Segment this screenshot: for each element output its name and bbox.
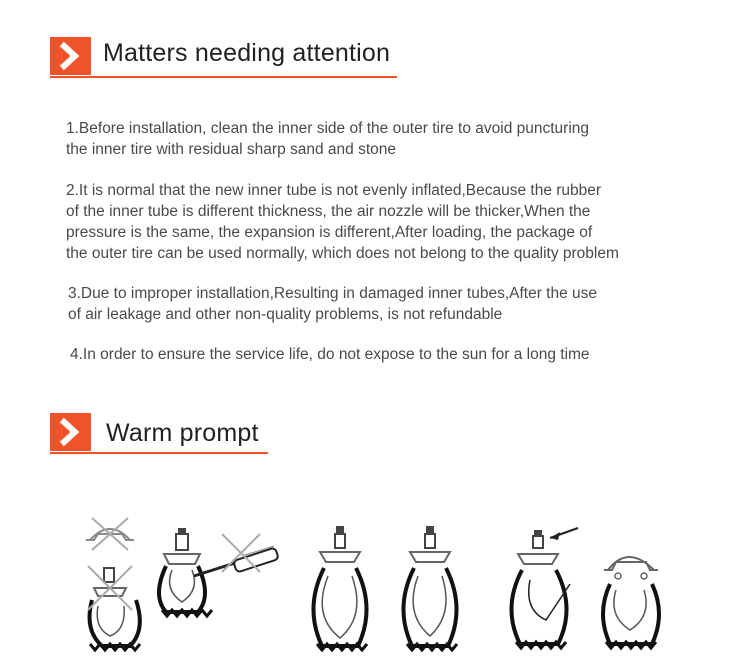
section-title: Matters needing attention xyxy=(103,39,391,67)
notice-item-4 xyxy=(70,344,590,365)
wrong-screwdriver-prying-illustration xyxy=(159,528,279,616)
notice-line: the inner tire with residual sharp sand and stone xyxy=(66,141,397,158)
chevron-right-icon xyxy=(50,413,91,451)
notice-line: 1.Before installation, clean the inner side of the outer tire to avoid puncturing xyxy=(66,120,590,137)
tire-installation-illustration xyxy=(70,510,680,660)
finished-tire-illustration xyxy=(603,557,659,648)
notice-line: the outer tire can be used normally, which does not belong to the quality problem xyxy=(66,245,619,262)
notice-line: 2.It is normal that the new inner tube is not evenly inflated,Because the rubber xyxy=(66,182,602,199)
push-valve-illustration xyxy=(511,528,578,648)
insert-valve-illustration xyxy=(313,526,367,650)
notice-line: 3.Due to improper installation,Resulting in damaged inner tubes,After the use xyxy=(68,285,598,302)
section-title: Warm prompt xyxy=(106,419,259,447)
chevron-right-icon xyxy=(50,37,91,75)
notice-item-3 xyxy=(68,283,597,325)
notice-line: of the inner tube is different thickness, the air nozzle will be thicker,When the xyxy=(66,203,591,220)
notice-line: of air leakage and other non-quality problems, is not refundable xyxy=(68,306,503,323)
notice-line: pressure is the same, the expansion is different,After loading, the package of xyxy=(66,224,593,241)
notice-line: 4.In order to ensure the service life, do not expose to the sun for a long time xyxy=(70,346,590,363)
section-header-attention xyxy=(50,37,400,83)
section-header-warm-prompt xyxy=(50,413,270,459)
section-underline xyxy=(50,452,268,454)
notice-item-2 xyxy=(66,180,619,264)
wrong-rim-mounting-illustration xyxy=(86,518,140,650)
seat-tire-illustration xyxy=(403,526,457,650)
notice-item-1 xyxy=(66,118,589,160)
section-underline xyxy=(50,76,397,78)
